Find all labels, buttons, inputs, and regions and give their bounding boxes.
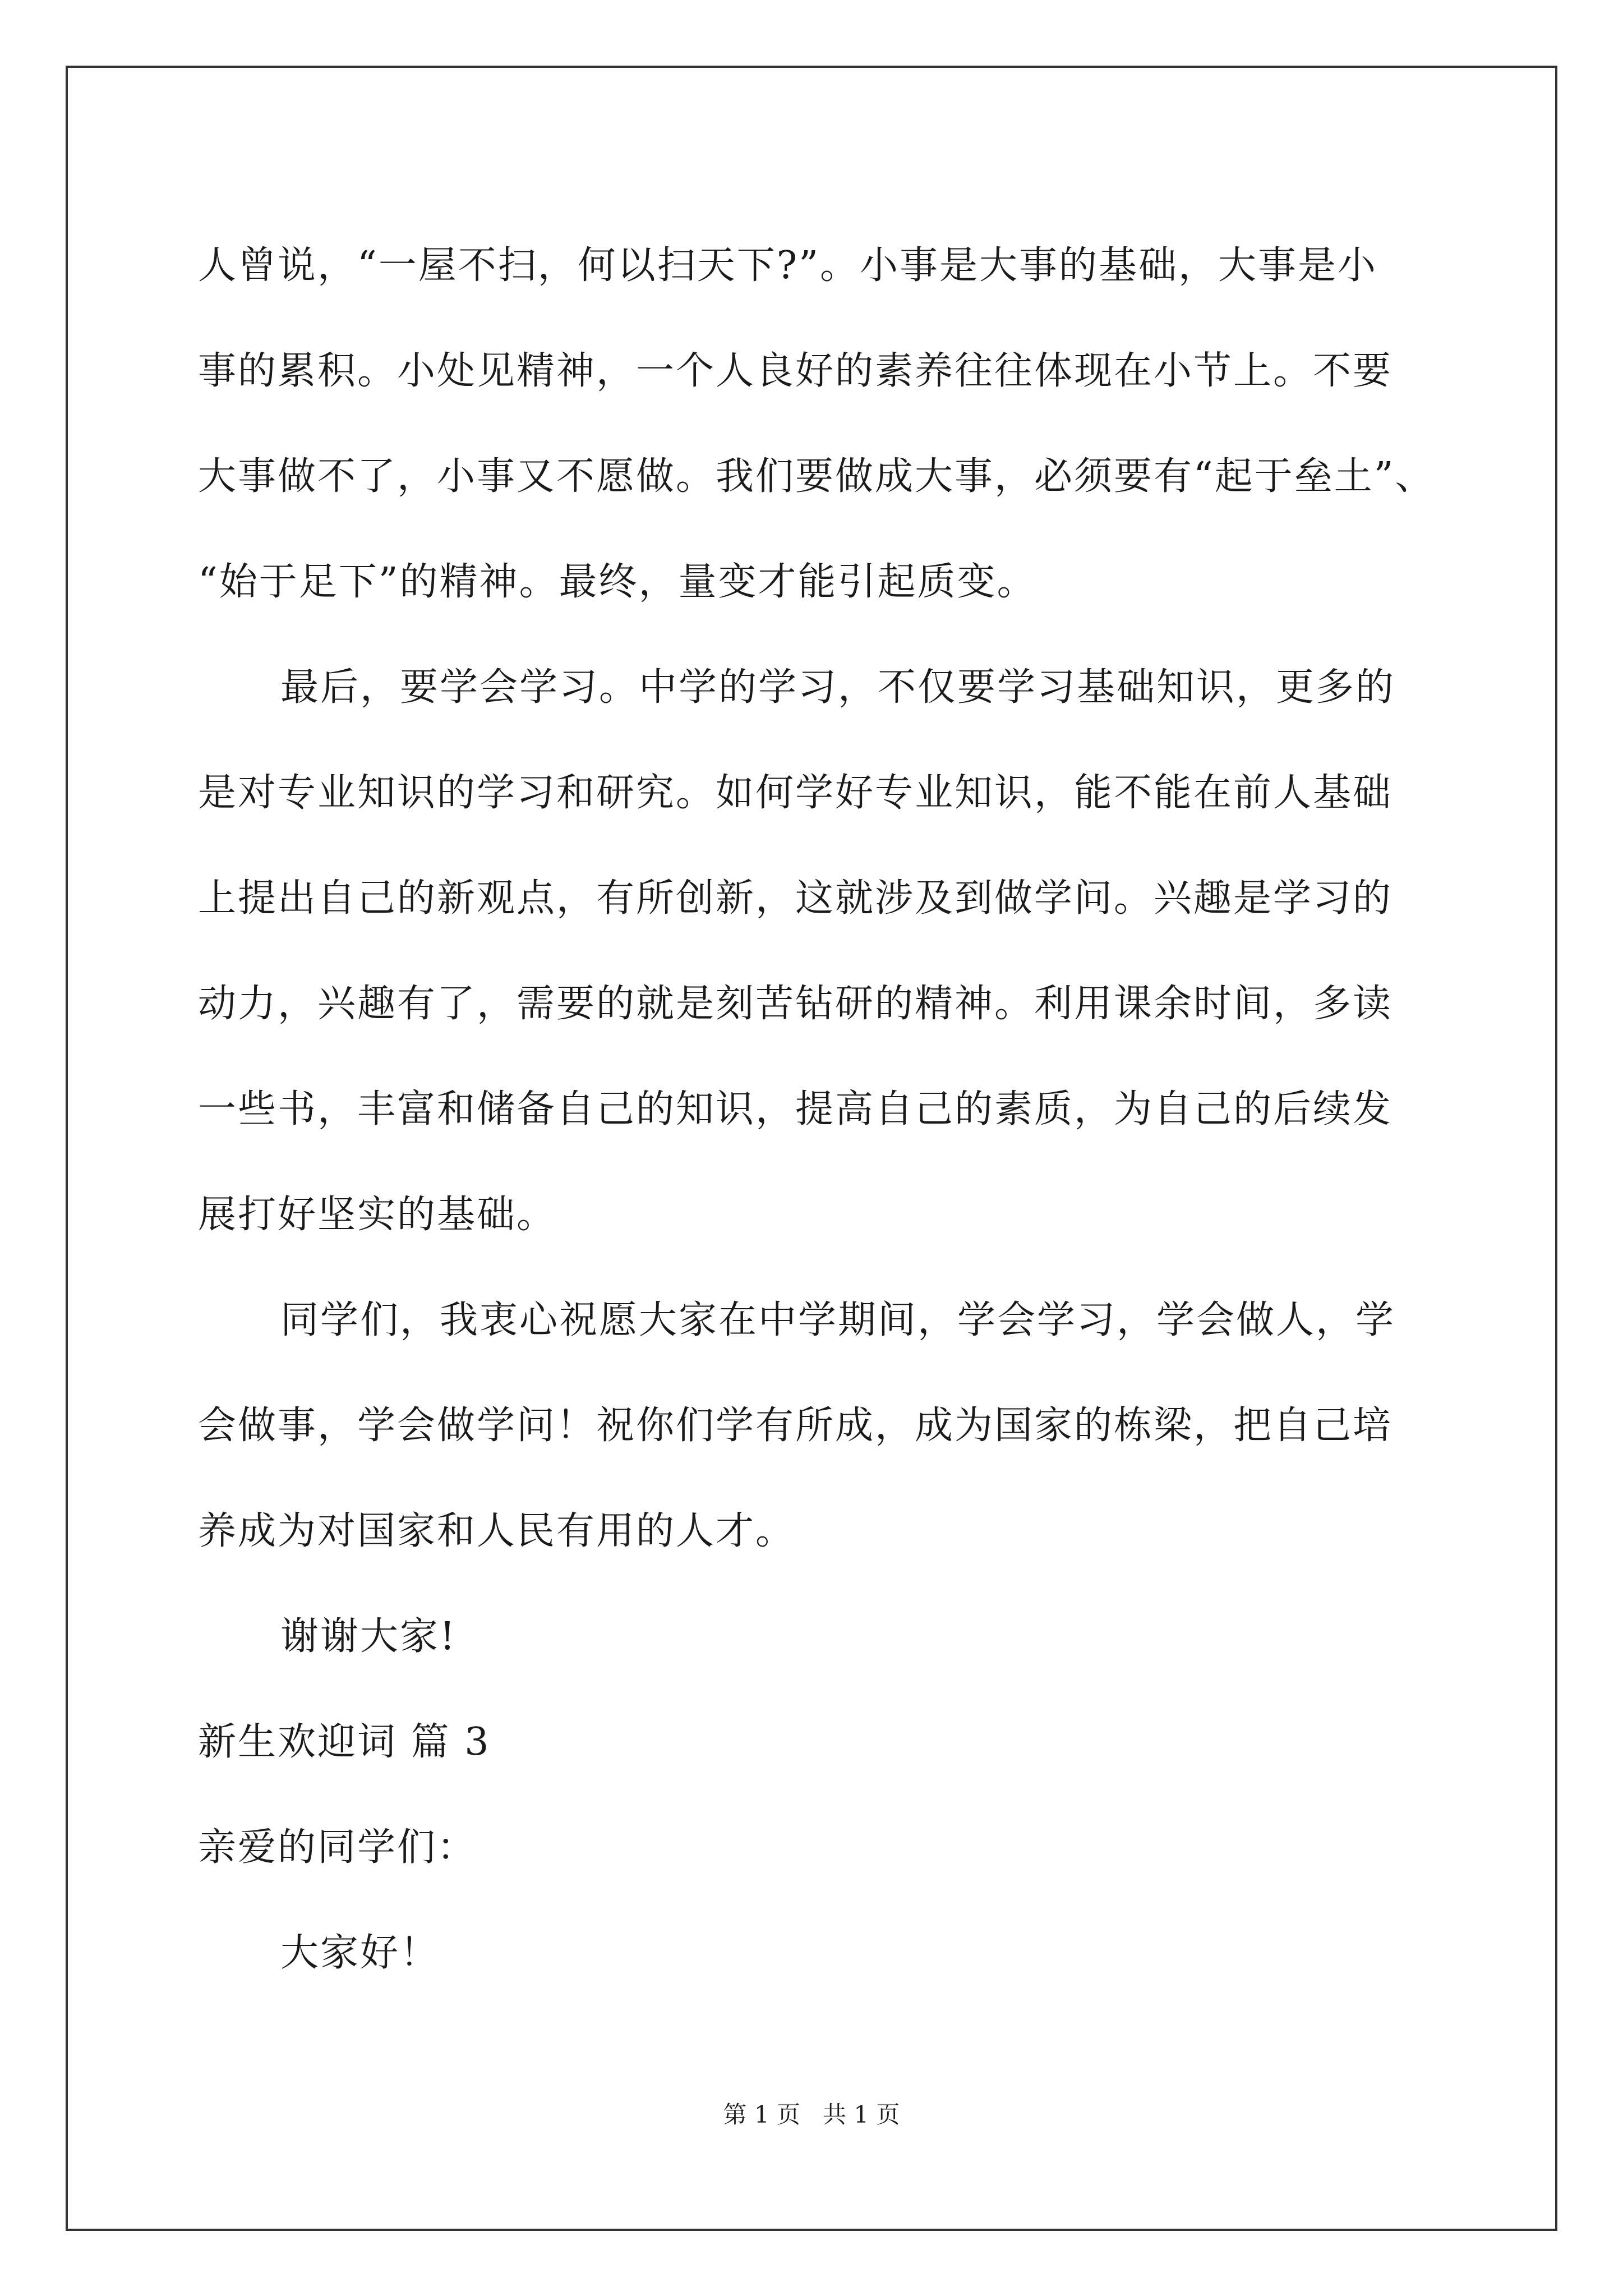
paragraph-learn-to-study xyxy=(198,635,1432,1268)
text-line: “始于足下”的精神。最终，量变才能引起质变。 xyxy=(198,560,1037,604)
text-line: 一些书，丰富和储备自己的知识，提高自己的素质，为自己的后续发 xyxy=(198,1087,1393,1131)
text-line: 会做事，学会做学问！祝你们学有所成，成为国家的栋梁，把自己培 xyxy=(198,1404,1393,1448)
document-body xyxy=(198,213,1435,2006)
text-line: 养成为对国家和人民有用的人才。 xyxy=(198,1509,796,1553)
thanks-line: 谢谢大家! xyxy=(280,1614,457,1659)
text-line: 人曾说，“一屋不扫，何以扫天下?”。小事是大事的基础，大事是小 xyxy=(198,243,1377,288)
salutation: 亲爱的同学们： xyxy=(198,1825,477,1870)
text-line: 动力，兴趣有了，需要的就是刻苦钻研的精神。利用课余时间，多读 xyxy=(198,982,1393,1026)
text-line: 最后，要学会学习。中学的学习，不仅要学习基础知识，更多的 xyxy=(280,665,1396,710)
greeting: 大家好！ xyxy=(280,1931,440,1975)
paragraph-wishes xyxy=(198,1268,1432,1584)
text-line: 展打好坚实的基础。 xyxy=(198,1193,557,1237)
text-line: 事的累积。小处见精神，一个人良好的素养往往体现在小节上。不要 xyxy=(198,349,1393,393)
section-heading: 新生欢迎词 篇 3 xyxy=(198,1720,491,1764)
page-footer: 第 1 页 共 1 页 xyxy=(723,2101,900,2128)
text-line: 上提出自己的新观点，有所创新，这就涉及到做学问。兴趣是学习的 xyxy=(198,876,1393,921)
text-line: 大事做不了，小事又不愿做。我们要做成大事，必须要有“起于垒土”、 xyxy=(198,454,1435,499)
text-line: 是对专业知识的学习和研究。如何学好专业知识，能不能在前人基础 xyxy=(198,771,1393,815)
text-line: 同学们，我衷心祝愿大家在中学期间，学会学习，学会做人，学 xyxy=(280,1298,1396,1342)
paragraph-small-things xyxy=(198,213,1435,635)
